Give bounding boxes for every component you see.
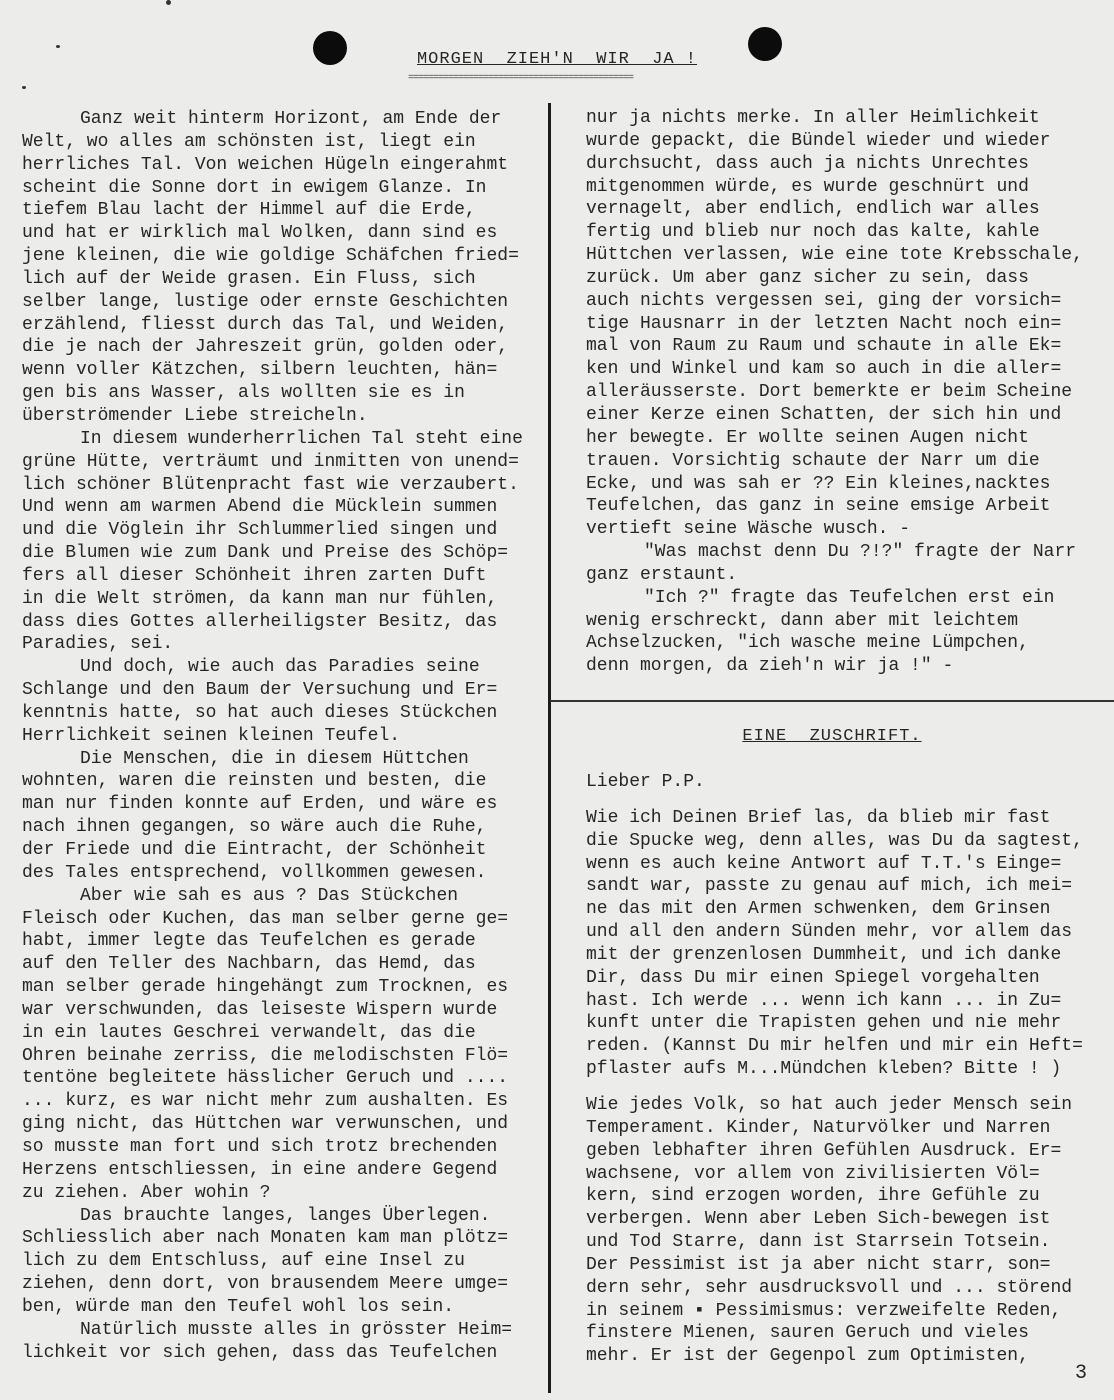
text-line: die Blumen wie zum Dank und Preise des Schöp= xyxy=(22,543,509,564)
text-line: wenn voller Kätzchen, silbern leuchten, hän= xyxy=(22,360,498,381)
text-line: durchsucht, dass auch ja nichts Unrechtes xyxy=(586,153,1029,174)
text-line: Schliesslich aber nach Monaten kam man plötz= xyxy=(22,1228,509,1249)
text-line: Herrlichkeit seinen kleinen Teufel. xyxy=(22,725,401,746)
text-line: Paradies, sei. xyxy=(22,634,174,655)
column-divider xyxy=(548,103,551,1393)
story-left-column xyxy=(22,108,546,1364)
text-line: verbergen. Wenn aber Leben Sich-bewegen ist xyxy=(586,1209,1051,1230)
text-line: mal von Raum zu Raum und schaute in alle Ek= xyxy=(586,336,1062,357)
text-line: Wie jedes Volk, so hat auch jeder Mensch sein xyxy=(586,1094,1073,1115)
text-line: fertig und blieb nur noch das kalte, kahle xyxy=(586,222,1040,243)
text-line: dern sehr, sehr ausdrucksvoll und ... störend xyxy=(586,1277,1073,1298)
text-line: kern, sind erzogen worden, ihre Gefühle zu xyxy=(586,1186,1040,1207)
text-line: her bewegte. Er wollte seinen Augen nicht xyxy=(586,427,1029,448)
text-line: Die Menschen, die in diesem Hüttchen xyxy=(80,748,469,769)
text-line: und all den andern Sünden mehr, vor allem das xyxy=(586,922,1073,943)
page-title: MORGEN ZIEH'N WIR JA ! xyxy=(416,50,698,69)
text-line: Ecke, und was sah er ?? Ein kleines,nacktes xyxy=(586,473,1051,494)
text-line: pflaster aufs M...Mündchen kleben? Bitte ! ) xyxy=(586,1059,1062,1080)
text-line: so musste man fort und sich trotz brechenden xyxy=(22,1136,498,1157)
text-line: Aber wie sah es aus ? Das Stückchen xyxy=(80,885,459,906)
text-line: tiefem Blau lacht der Himmel auf die Erde, xyxy=(22,200,476,221)
letter-salutation: Lieber P.P. xyxy=(586,772,705,792)
text-line: "Ich ?" fragte das Teufelchen erst ein xyxy=(644,587,1055,608)
text-line: wohnten, waren die reinsten und besten, die xyxy=(22,771,487,792)
text-line: ben, würde man den Teufel wohl los sein. xyxy=(22,1296,455,1317)
text-line: Temperament. Kinder, Naturvölker und Narren xyxy=(586,1117,1051,1138)
text-line: dass dies Gottes allerheiligster Besitz, das xyxy=(22,611,498,632)
text-line: grüne Hütte, verträumt und inmitten von unend= xyxy=(22,451,519,472)
section-divider xyxy=(550,700,1114,702)
text-line: lich schöner Blütenpracht fast wie verzaubert. xyxy=(22,474,519,495)
text-line: wenig erschreckt, dann aber mit leichtem xyxy=(586,610,1019,631)
text-line: fers all dieser Schönheit ihren zarten Duft xyxy=(22,565,487,586)
text-line: Achselzucken, "ich wasche meine Lümpchen, xyxy=(586,633,1029,654)
text-line: scheint die Sonne dort in ewigem Glanze. In xyxy=(22,177,487,198)
text-line: wachsene, vor allem von zivilisierten Völ= xyxy=(586,1163,1040,1184)
text-line: vertieft seine Wäsche wusch. - xyxy=(586,519,911,540)
text-line: ken und Winkel und kam so auch in die aller= xyxy=(586,359,1062,380)
letter-column xyxy=(586,771,1106,1368)
text-line: einer Kerze einen Schatten, der sich hin und xyxy=(586,404,1062,425)
text-line: ne das mit den Armen schwenken, dem Grinsen xyxy=(586,899,1051,920)
ink-speck xyxy=(166,0,171,5)
text-line: erzählend, fliesst durch das Tal, und Weiden, xyxy=(22,314,509,335)
text-line: auch nichts vergessen sei, ging der vorsich= xyxy=(586,290,1062,311)
page-number: 3 xyxy=(1075,1362,1088,1385)
text-line: der Friede und die Eintracht, der Schönheit xyxy=(22,840,487,860)
text-line: in ein lautes Geschrei verwandelt, das die xyxy=(22,1022,476,1043)
text-line: kunft unter die Trapisten gehen und nie mehr xyxy=(586,1013,1062,1034)
text-line: man nur finden konnte auf Erden, und wäre es xyxy=(22,794,498,815)
text-line: und hat er wirklich mal Wolken, dann sind es xyxy=(22,223,498,244)
text-line: tige Hausnarr in der letzten Nacht noch ein= xyxy=(586,313,1062,334)
text-line: vernagelt, aber endlich, endlich war alles xyxy=(586,199,1040,220)
text-line: lichkeit vor sich gehen, dass das Teufelchen xyxy=(22,1342,498,1363)
text-line: tentöne begleitete hässlicher Geruch und .... xyxy=(22,1068,509,1089)
text-line: ziehen, denn dort, von brausendem Meere umge= xyxy=(22,1274,509,1295)
text-line: selber lange, lustige oder ernste Geschichten xyxy=(22,291,509,312)
text-line: "Was machst denn Du ?!?" fragte der Narr xyxy=(644,542,1077,563)
text-line: zurück. Um aber ganz sicher zu sein, dass xyxy=(586,267,1029,288)
text-line: lich auf der Weide grasen. Ein Fluss, sich xyxy=(22,268,476,289)
text-line: Welt, wo alles am schönsten ist, liegt ein xyxy=(22,131,476,152)
text-line: reden. (Kannst Du mir helfen und mir ein Heft= xyxy=(586,1036,1083,1057)
text-line: jene kleinen, die wie goldige Schäfchen fried= xyxy=(22,246,519,267)
text-line: die Spucke weg, denn alles, was Du da sagtest, xyxy=(586,830,1083,851)
text-line: ging nicht, das Hüttchen war verwunschen, und xyxy=(22,1114,509,1135)
text-line: Herzens entschliessen, in eine andere Gegend xyxy=(22,1159,498,1180)
text-line: Dir, dass Du mir einen Spiegel vorgehalten xyxy=(586,967,1040,988)
text-line: Der Pessimist ist ja aber nicht starr, son= xyxy=(586,1254,1051,1275)
text-line: trauen. Vorsichtig schaute der Narr um die xyxy=(586,450,1040,471)
ink-speck xyxy=(56,45,60,48)
text-line: in die Welt strömen, da kann man nur fühlen, xyxy=(22,588,498,609)
text-line: wurde gepackt, die Bündel wieder und wieder xyxy=(586,130,1051,151)
text-line: Teufelchen, das ganz in seine emsige Arbeit xyxy=(586,496,1051,517)
text-line: Ohren beinahe zerriss, die melodischsten Flö= xyxy=(22,1045,509,1066)
text-line: in seinem ▪ Pessimismus: verzweifelte Reden, xyxy=(586,1300,1062,1321)
story-right-column xyxy=(586,107,1106,678)
text-line: denn morgen, da zieh'n wir ja !" - xyxy=(586,656,954,677)
text-line: die je nach der Jahreszeit grün, golden oder, xyxy=(22,337,509,358)
text-line: mitgenommen würde, es wurde geschnürt und xyxy=(586,176,1029,197)
letter-paragraph-1 xyxy=(586,807,1106,1081)
text-line: war verschwunden, das leiseste Wispern wurde xyxy=(22,999,498,1020)
text-line: des Tales entsprechend, vollkommen gewesen. xyxy=(22,862,487,883)
text-line: und Tod Starre, dann ist Starrsein Totsein. xyxy=(586,1232,1051,1253)
section-title: EINE ZUSCHRIFT. xyxy=(742,727,922,746)
text-line: herrliches Tal. Von weichen Hügeln eingerahmt xyxy=(22,154,509,175)
text-line: finstere Mienen, sauren Geruch und vieles xyxy=(586,1323,1029,1344)
text-line: Natürlich musste alles in grösster Heim= xyxy=(80,1319,513,1340)
text-line: habt, immer legte das Teufelchen es gerade xyxy=(22,931,476,952)
letter-paragraph-2 xyxy=(586,1094,1106,1368)
text-line: Schlange und den Baum der Versuchung und Er= xyxy=(22,680,498,701)
text-line: ... kurz, es war nicht mehr zum aushalten. Es xyxy=(22,1091,509,1112)
text-line: Und doch, wie auch das Paradies seine xyxy=(80,657,480,678)
text-line: nur ja nichts merke. In aller Heimlichkeit xyxy=(586,108,1040,128)
text-line: lich zu dem Entschluss, auf eine Insel zu xyxy=(22,1251,465,1272)
text-line: mit der grenzenlosen Dummheit, und ich danke xyxy=(586,944,1062,965)
text-line: nach ihnen gegangen, so wäre auch die Ruhe, xyxy=(22,817,487,838)
text-line: zu ziehen. Aber wohin ? xyxy=(22,1182,271,1203)
text-line: Fleisch oder Kuchen, das man selber gerne ge= xyxy=(22,908,509,929)
text-line: mehr. Er ist der Gegenpol zum Optimisten, xyxy=(586,1346,1029,1367)
text-line: In diesem wunderherrlichen Tal steht eine xyxy=(80,428,523,449)
text-line: ganz erstaunt. xyxy=(586,564,738,585)
text-line: alleräusserste. Dort bemerkte er beim Scheine xyxy=(586,382,1073,403)
text-line: und die Vöglein ihr Schlummerlied singen und xyxy=(22,520,498,541)
text-line: Und wenn am warmen Abend die Mücklein summen xyxy=(22,497,498,518)
text-line: Ganz weit hinterm Horizont, am Ende der xyxy=(80,109,502,129)
title-double-underline: ============================================= xyxy=(408,73,634,84)
text-line: kenntnis hatte, so hat auch dieses Stückchen xyxy=(22,702,498,723)
text-line: Hüttchen verlassen, wie eine tote Krebsschale, xyxy=(586,245,1083,266)
text-line: gen bis ans Wasser, als wollten sie es in xyxy=(22,383,465,404)
text-line: man selber gerade hingehängt zum Trocknen, es xyxy=(22,977,509,998)
text-line: geben lebhafter ihren Gefühlen Ausdruck. Er= xyxy=(586,1140,1062,1161)
text-line: sandt war, passte zu genau auf mich, ich mei= xyxy=(586,876,1073,897)
text-line: überströmender Liebe streicheln. xyxy=(22,405,368,426)
ink-speck xyxy=(22,86,26,89)
text-line: Wie ich Deinen Brief las, da blieb mir fast xyxy=(586,807,1051,828)
text-line: auf den Teller des Nachbarn, das Hemd, das xyxy=(22,954,476,975)
text-line: hast. Ich werde ... wenn ich kann ... in Zu= xyxy=(586,990,1062,1011)
text-line: wenn es auch keine Antwort auf T.T.'s Einge= xyxy=(586,853,1062,874)
text-line: Das brauchte langes, langes Überlegen. xyxy=(80,1205,491,1226)
